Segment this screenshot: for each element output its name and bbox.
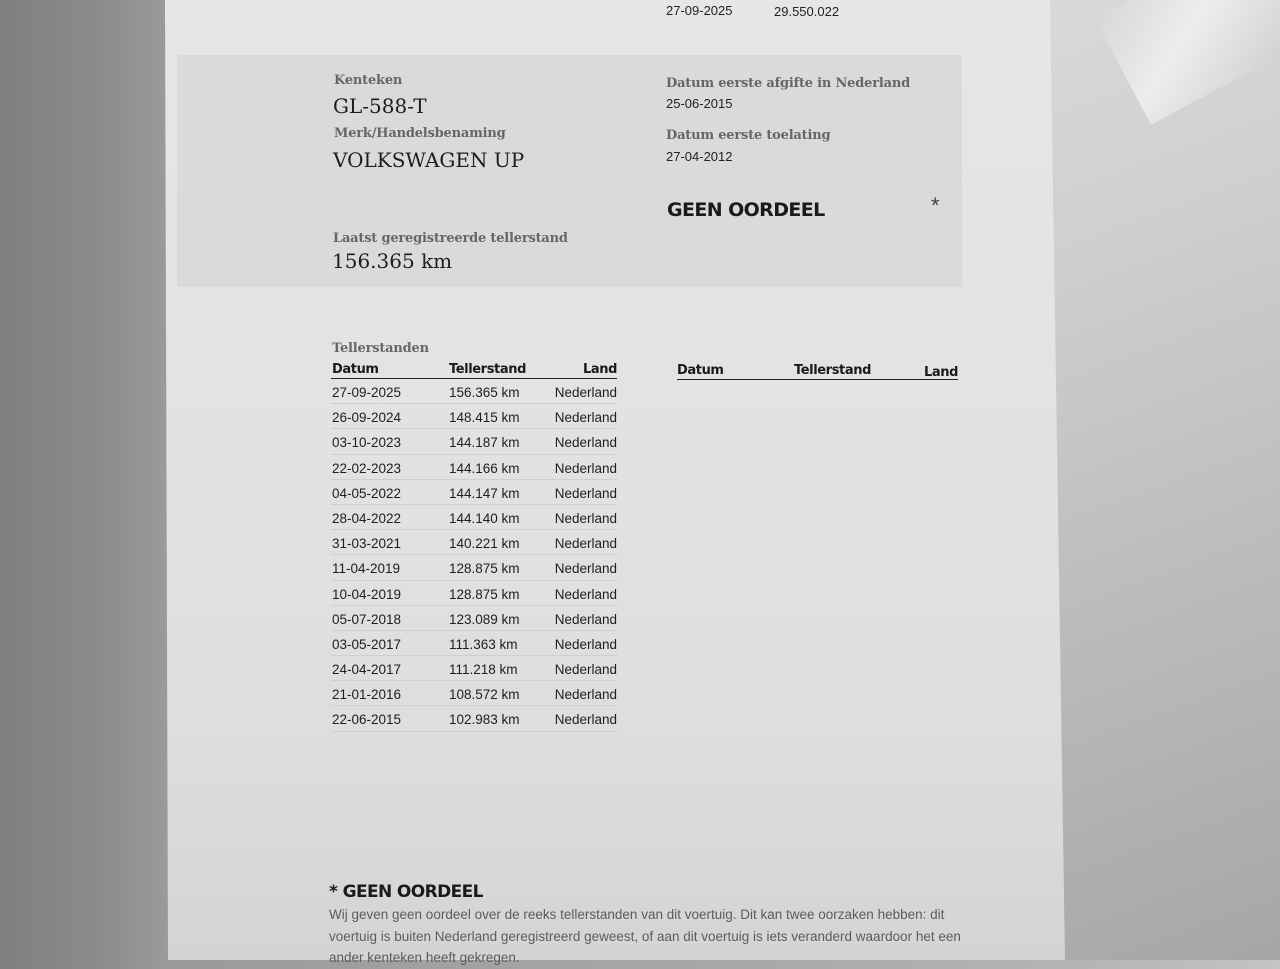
toelating-date: 27-04-2012 — [666, 149, 733, 164]
reading-country: Nederland — [554, 410, 617, 426]
table-row — [331, 480, 617, 505]
reading-km: 123.089 km — [449, 611, 520, 627]
table-row — [331, 404, 617, 429]
toelating-label: Datum eerste toelating — [666, 128, 831, 143]
kenteken-label: Kenteken — [334, 73, 403, 88]
col-tellerstand: Tellerstand — [449, 362, 526, 377]
teller-value: 156.365 km — [332, 249, 453, 273]
readings-header-right — [677, 363, 958, 380]
table-row — [331, 455, 617, 480]
col-land-right: Land — [923, 365, 958, 380]
reading-km: 111.218 km — [449, 662, 518, 678]
reading-country: Nederland — [554, 485, 617, 501]
reading-date: 11-04-2019 — [332, 561, 401, 577]
reading-date: 21-01-2016 — [332, 687, 402, 703]
background-right — [1050, 0, 1280, 960]
reading-date: 28-04-2022 — [332, 510, 402, 526]
merk-value: VOLKSWAGEN UP — [333, 148, 525, 172]
readings-title: Tellerstanden — [332, 341, 429, 356]
reading-country: Nederland — [554, 536, 617, 552]
table-row — [331, 706, 617, 731]
readings-table-right — [677, 363, 958, 380]
verdict-text: GEEN OORDEEL — [667, 199, 825, 221]
reading-country: Nederland — [554, 712, 617, 728]
reading-date: 22-02-2023 — [332, 460, 402, 476]
reading-country: Nederland — [554, 385, 617, 400]
col-datum: Datum — [332, 362, 379, 377]
reading-country: Nederland — [554, 687, 617, 703]
reading-km: 144.140 km — [449, 510, 520, 526]
reading-km: 111.363 km — [449, 636, 518, 652]
reading-date: 27-09-2025 — [332, 385, 402, 400]
verdict-asterisk: * — [931, 193, 940, 218]
teller-label: Laatst geregistreerde tellerstand — [333, 231, 568, 246]
reading-date: 31-03-2021 — [332, 536, 402, 552]
reading-date: 10-04-2019 — [332, 586, 402, 602]
afgifte-label: Datum eerste afgifte in Nederland — [666, 76, 910, 91]
afgifte-date: 25-06-2015 — [666, 96, 733, 111]
reading-country: Nederland — [554, 510, 617, 526]
reading-date: 26-09-2024 — [332, 410, 402, 426]
table-row — [331, 530, 617, 555]
table-row — [331, 505, 617, 530]
reading-date: 03-10-2023 — [332, 435, 402, 451]
readings-header — [331, 362, 617, 379]
reading-country: Nederland — [554, 586, 617, 602]
footnote-text: Wij geven geen oordeel over de reeks tellerstanden van dit voertuig. Dit kan twee oorzaken hebben: dit voertuig is buiten Nederland geregistreerd geweest, of aan dit voertuig is iets veranderd waardoor het een ander kenteken heeft gekregen. — [329, 907, 961, 965]
merk-label: Merk/Handelsbenaming — [334, 126, 506, 141]
kenteken-value: GL-588-T — [333, 94, 427, 118]
table-row — [331, 429, 617, 454]
reading-km: 108.572 km — [449, 687, 520, 703]
readings-body — [331, 379, 617, 732]
reading-km: 148.415 km — [449, 410, 520, 426]
reading-country: Nederland — [554, 435, 617, 451]
reading-date: 03-05-2017 — [332, 636, 402, 652]
reading-country: Nederland — [554, 561, 617, 577]
footnote-title: * GEEN OORDEEL — [329, 882, 483, 902]
reading-km: 144.147 km — [449, 485, 520, 501]
table-row — [331, 606, 617, 631]
reading-date: 24-04-2017 — [332, 662, 402, 678]
table-row — [331, 581, 617, 606]
reading-date: 22-06-2015 — [332, 712, 402, 728]
reading-country: Nederland — [554, 662, 617, 678]
reading-km: 140.221 km — [449, 536, 520, 552]
reading-date: 05-07-2018 — [332, 611, 402, 627]
reading-km: 144.166 km — [449, 460, 520, 476]
reading-date: 04-05-2022 — [332, 485, 402, 501]
table-row — [331, 379, 617, 404]
reading-country: Nederland — [554, 460, 617, 476]
table-row — [331, 555, 617, 580]
table-row — [331, 631, 617, 656]
reading-km: 156.365 km — [449, 385, 520, 400]
table-row — [331, 656, 617, 681]
col-land: Land — [582, 362, 617, 377]
col-datum-right: Datum — [677, 363, 724, 378]
top-row-value: 29.550.022 — [774, 4, 840, 19]
reading-km: 102.983 km — [449, 712, 520, 728]
reading-country: Nederland — [554, 611, 617, 627]
reading-km: 144.187 km — [449, 435, 520, 451]
readings-table — [331, 362, 617, 732]
col-tellerstand-right: Tellerstand — [794, 363, 871, 378]
reading-km: 128.875 km — [449, 561, 520, 577]
top-row-date: 27-09-2025 — [666, 3, 733, 18]
table-row — [331, 681, 617, 706]
reading-country: Nederland — [554, 636, 617, 652]
reading-km: 128.875 km — [449, 586, 520, 602]
